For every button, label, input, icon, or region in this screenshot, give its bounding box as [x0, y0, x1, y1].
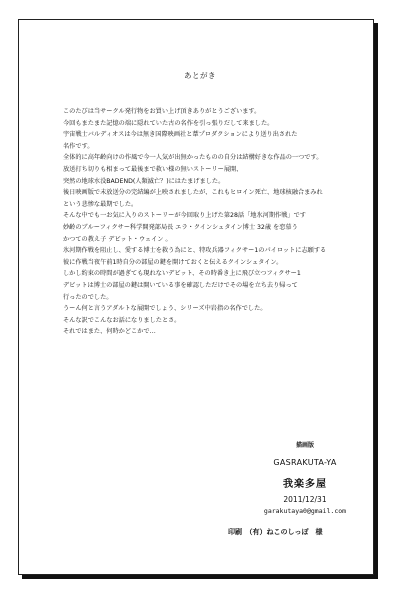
afterword-line: 全体的に高年齢向けの作風で今一人気が出無かったものの自分は結構好きな作品の一つです。 [63, 154, 323, 162]
circle-name-romaji: GASRAKUTA-YA [273, 458, 337, 467]
afterword-line: 今回もまたまた記憶の端に隠れていた古の名作を引っ張りだして来ました。 [63, 119, 274, 127]
afterword-line: 後日映画版で未放送分の完結編が上映されましたが、これもヒロイン死亡、地球核融合まみれ [63, 189, 323, 197]
afterword-line: 宇宙戦士バルディオスは今は無き国際映画社と葦プロダクションにより送り出された [63, 131, 298, 139]
afterword-title: あとがき [184, 71, 216, 80]
contact-email: garakutaya0@gmail.com [263, 507, 347, 515]
printer-credit: 印刷 （有）ねこのしっぽ 様 [228, 528, 323, 536]
afterword-line: 突然の地球水没BADEND(人類滅亡？)にはたまげました。 [63, 177, 225, 185]
afterword-line: そんな訳でこんなお話になりましたとさ。 [63, 316, 181, 324]
circle-name: 我楽多屋 [283, 479, 327, 490]
signature-role: 描画版 [295, 442, 314, 449]
afterword-line: そんな中でも一お気に入りのストーリーが今回取り上げた第28話「地氷河期作戦」です [63, 212, 306, 220]
afterword-line: 名作です。 [63, 142, 94, 150]
page-border-shadow-bottom [22, 575, 378, 579]
afterword-line: 行ったのでした。 [63, 293, 113, 301]
afterword-line: それではまた、何時かどこかで… [63, 328, 156, 336]
afterword-line: 放送打ち切りも相まって最後まで救い様の無いストーリー展開、 [63, 165, 243, 173]
page-border-shadow-right [374, 23, 378, 579]
afterword-line: 妙齢のブルーフィクサー科学開発部局長 エラ・クインシュタイン博士 32歳 を恋慕う [63, 223, 298, 231]
afterword-line: うーん何と言うアダルトな展開でしょう、シリーズ中岩指の名作でした。 [63, 305, 267, 313]
afterword-line: デビットは博士の部屋の鍵は開いている事を確認しただけでその場を立ち去り帰って [63, 281, 298, 289]
afterword-line: かつての教え子 デビット・ウェイン 。 [63, 235, 172, 243]
publication-date: 2011/12/31 [283, 495, 327, 504]
afterword-line: このたびは当サークル発行物をお買い上げ頂きありがとうございます。 [63, 108, 261, 115]
afterword-line: 氷河期作戦を阻止し、愛する博士を救う為にと、特攻兵器フィクサー1のパイロットに志願する [63, 247, 327, 255]
afterword-body [63, 106, 363, 338]
afterword-line: という悲惨な最期でした。 [63, 200, 138, 208]
afterword-line: しかし約束の時間が過ぎても現れないデビット、その時番き上に飛び立つフィクサー1 [63, 270, 301, 278]
afterword-line: 彼に作戦当夜午前1時自分の部屋の鍵を開けておくと伝えるクインシュタイン。 [63, 258, 283, 266]
